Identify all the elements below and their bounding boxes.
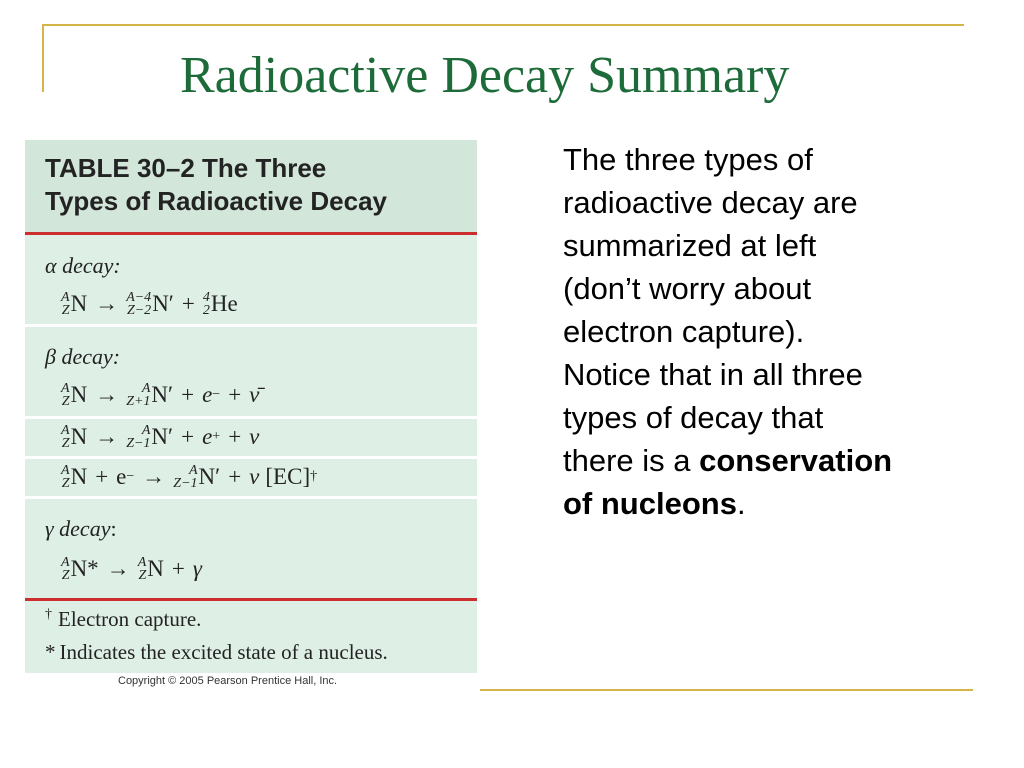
arrow: → [95, 291, 119, 316]
alpha-symbol: α [45, 253, 57, 278]
row-divider [25, 324, 477, 327]
copyright-notice: Copyright © 2005 Pearson Prentice Hall, Inc. [118, 675, 338, 687]
plus-sign: + [181, 291, 195, 316]
alpha-equation [61, 289, 238, 319]
alpha-helium: 4 2 He [202, 290, 238, 318]
gamma-equation: A Z N* → A Z N + γ [61, 555, 202, 583]
table-title-line-1: TABLE 30–2 The Three [45, 153, 327, 183]
summary-paragraph: The three types of radioactive decay are summarized at left (don’t worry about electron capture). Notice that in all three types of decay that there is a conservation of nucleons. [563, 142, 893, 521]
beta-decay-label [45, 344, 120, 370]
alpha-daughter: A−4 Z−2 N′ [126, 290, 174, 318]
electron-capture-equation: A Z N + e − → A Z−1 N′ + ν [EC] † [61, 463, 318, 491]
footer-red-rule [25, 598, 477, 601]
nucleons-emphasis: of nucleons [563, 486, 737, 521]
beta-minus-equation: A Z N → A Z+1 N′ + e − + ν̄ [61, 381, 260, 409]
frame-left-rule [42, 24, 44, 92]
footnote-excited-state: * Indicates the excited state of a nucleus. [45, 640, 388, 664]
header-red-rule [25, 232, 477, 235]
frame-bottom-rule [480, 689, 973, 691]
gamma-symbol: γ [45, 516, 54, 541]
beta-plus-equation: A Z N → A Z−1 N′ + e + + ν [61, 423, 260, 451]
alpha-label-word: decay: [62, 253, 121, 278]
footnote-electron-capture: † Electron capture. [45, 607, 202, 631]
gamma-decay-label: γ decay: [45, 516, 117, 541]
beta-symbol: β [45, 344, 56, 369]
table-header [25, 140, 477, 232]
gamma-label-word: decay [59, 516, 111, 541]
row-divider [25, 496, 477, 499]
table-title-line-2: Types of Radioactive Decay [45, 186, 387, 216]
alpha-parent: A Z N [61, 290, 88, 318]
decay-table [25, 140, 477, 673]
frame-top-rule [42, 24, 964, 26]
conservation-emphasis: conservation [699, 443, 893, 478]
table-title [45, 152, 470, 218]
slide-title: Radioactive Decay Summary [180, 47, 790, 104]
alpha-decay-label [45, 253, 121, 279]
row-divider [25, 416, 477, 419]
row-divider [25, 456, 477, 459]
beta-label-word: decay: [61, 344, 121, 369]
